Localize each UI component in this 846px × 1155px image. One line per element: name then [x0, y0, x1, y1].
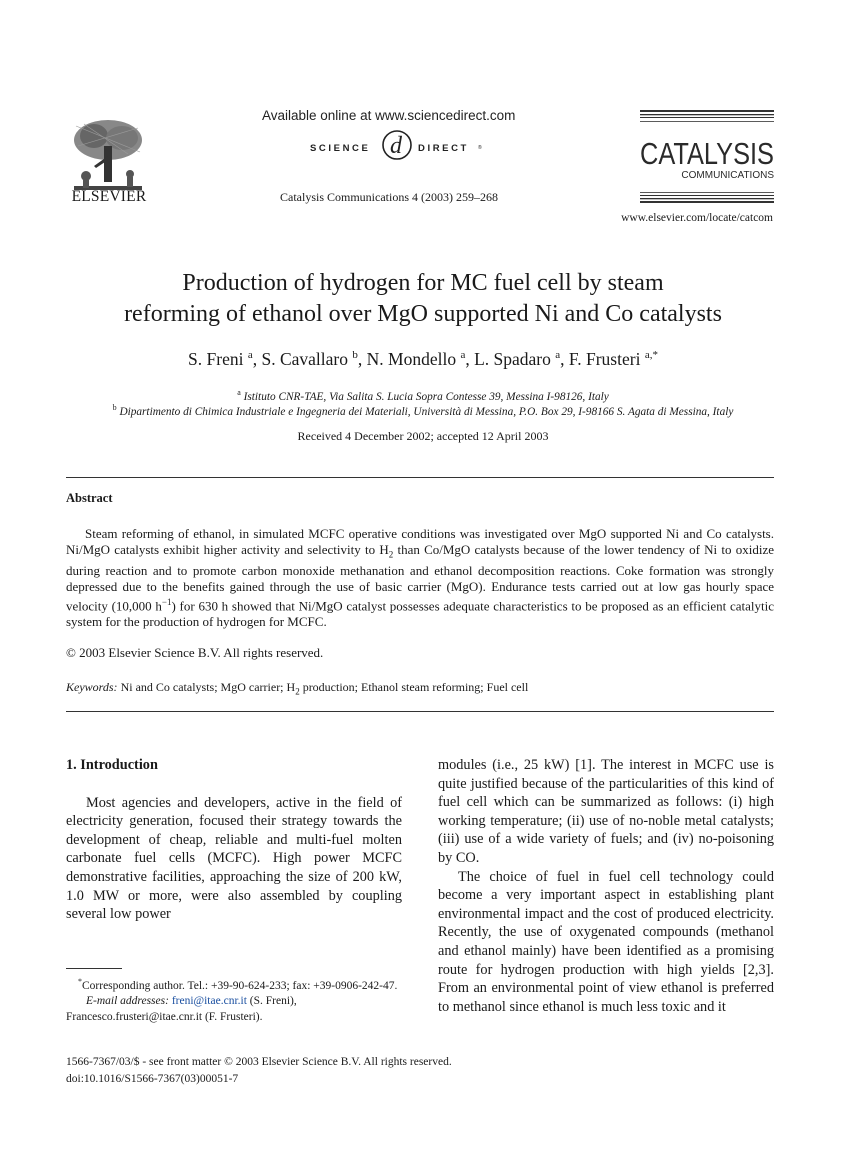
keywords-label: Keywords:	[66, 680, 118, 694]
doi-line[interactable]: doi:10.1016/S1566-7367(03)00051-7	[66, 1072, 239, 1085]
science-direct-right: DIRECT	[418, 143, 469, 154]
abstract-copyright: © 2003 Elsevier Science B.V. All rights reserved.	[66, 645, 324, 660]
sciencedirect-logo	[308, 126, 488, 164]
email-1-name: (S. Freni),	[246, 995, 297, 1008]
title-line-2: reforming of ethanol over MgO supported Ni and Co catalysts	[124, 301, 722, 327]
email-link-frusteri[interactable]: Francesco.frusteri@itae.cnr.it	[66, 1011, 203, 1024]
footnote-rule	[66, 968, 122, 969]
journal-logo-sub: COMMUNICATIONS	[681, 170, 774, 181]
keywords	[66, 680, 774, 696]
author-name: L. Spadaro	[474, 349, 551, 369]
issn-line: 1566-7367/03/$ - see front matter © 2003 Elsevier Science B.V. All rights reserved.	[66, 1056, 452, 1068]
corresponding-author-note	[66, 974, 402, 994]
footnotes	[66, 974, 402, 1026]
abstract-body	[66, 526, 774, 630]
abstract-sup: −1	[161, 596, 172, 607]
author-list: S. Freni $^a$, S. Cavallaro $^b$, N. Mondello $^a$, L. Spadaro $^a$, F. Frusteri $^{a,*}$	[188, 349, 658, 369]
email-note	[66, 994, 402, 1010]
body-paragraph: The choice of fuel in fuel cell technology could become a very important aspect in establishing plant environmental impact and the cost of produced electricity. Recently, the use of oxygenated compounds (methanol and ethanol mainly) have been identified as a promising route for hydrogen production with high yields [2,3]. From an environmental point of view ethanol is preferred to methanol since ethanol is much less toxic and it	[438, 868, 774, 1015]
affiliation-b-sup: b	[112, 403, 117, 412]
email-2-name: (F. Frusteri).	[202, 1011, 263, 1024]
affiliation-a	[40, 388, 806, 403]
affiliation-a-text: Istituto CNR-TAE, Via Salita S. Lucia Sopra Contesse 39, Messina I-98126, Italy	[243, 390, 609, 403]
author-name: N. Mondello	[366, 349, 457, 369]
body-paragraph: Most agencies and developers, active in the field of electricity generation, focused their strategy towards the development of cheap, reliable and multi-fuel molten carbonate fuel cells (MCFC). High power MCFC demonstrative facilities, approaching the size of 200 kW, 1.0 MW or more, were also assembled by coupling several low power	[66, 794, 402, 923]
abstract-heading: Abstract	[66, 491, 113, 505]
received-dates: Received 4 December 2002; accepted 12 April 2003	[297, 429, 549, 443]
science-direct-left: SCIENCE	[310, 143, 371, 154]
affiliation-b-text: Dipartimento di Chimica Industriale e Ingegneria dei Materiali, Università di Messina, P.O. Box 29, I-98166 S. Agata di Messina, Italy	[119, 405, 734, 418]
corresponding-text: Corresponding author. Tel.: +39-90-624-233; fax: +39-0906-242-47.	[82, 979, 398, 992]
author-affil-sup: a	[460, 349, 466, 362]
title-line-1: Production of hydrogen for MC fuel cell by steam	[182, 270, 664, 296]
keywords-text-2: production; Ethanol steam reforming; Fuel cell	[299, 680, 529, 694]
divider-bottom	[66, 711, 774, 712]
journal-logo-main: CATALYSIS	[640, 136, 774, 171]
keywords-text-1: Ni and Co catalysts; MgO carrier; H	[117, 680, 296, 694]
abstract-text-1: Steam reforming of ethanol, in simulated MCFC operative conditions was investigated over MgO supported Ni and Co catalysts. Ni/MgO catalysts exhibit higher activity and selectivity to H	[66, 526, 774, 557]
available-online-text: Available online at www.sciencedirect.com	[262, 108, 516, 123]
author-affil-sup: a	[247, 349, 253, 362]
email-label: E-mail addresses:	[86, 995, 169, 1008]
publisher-name: ELSEVIER	[71, 188, 147, 205]
email-link-freni[interactable]: freni@itae.cnr.it	[171, 995, 247, 1008]
footnote-star: *	[78, 977, 82, 986]
abstract-text-3: ) for 630 h showed that Ni/MgO catalyst possesses adequate characteristics to be proposed as an efficient catalytic system for the production of hydrogen for MCFC.	[66, 598, 774, 629]
abstract-text-2: than Co/MgO catalysts because of the lower tendency of Ni to oxidize during reaction and to promote carbon monoxide methanation and ethanol decomposition reactions. Coke formation was strongly depressed due to the benefits gained through the use of basic carrier (MgO). Endurance tests carried out at low gas hourly space velocity (10,000 h	[66, 541, 775, 614]
divider-top	[66, 477, 774, 478]
journal-reference: Catalysis Communications 4 (2003) 259–268	[280, 190, 498, 204]
front-matter-info	[66, 1054, 452, 1087]
author-name: F. Frusteri	[568, 349, 641, 369]
article-title	[40, 268, 806, 330]
catalysis-communications-logo	[638, 110, 774, 206]
keywords-sub: 2	[295, 686, 300, 697]
author-affil-sup: b	[352, 349, 358, 362]
author-name: S. Freni	[188, 349, 244, 369]
journal-url[interactable]: www.elsevier.com/locate/catcom	[621, 212, 773, 224]
section-heading: 1. Introduction	[66, 757, 158, 773]
email-note-2	[66, 1010, 402, 1026]
abstract-sub: 2	[388, 549, 394, 560]
author-name: S. Cavallaro	[261, 349, 348, 369]
left-column	[66, 756, 402, 924]
affiliation-b	[40, 403, 806, 418]
right-column	[438, 756, 774, 1016]
svg-text:d: d	[390, 133, 402, 159]
svg-text:®: ®	[478, 145, 482, 151]
affiliation-a-sup: a	[237, 388, 241, 397]
author-affil-sup: a	[555, 349, 561, 362]
body-paragraph: modules (i.e., 25 kW) [1]. The interest in MCFC use is quite justified because of the particularities of this kind of fuel cell which can be summarized as follows: (i) high working temperature; (ii) use of no-noble metal catalysts; (iii) use of a wide variety of fuels; and (iv) no-poisoning by CO.	[438, 757, 774, 866]
author-affil-sup: a,*	[644, 349, 658, 362]
